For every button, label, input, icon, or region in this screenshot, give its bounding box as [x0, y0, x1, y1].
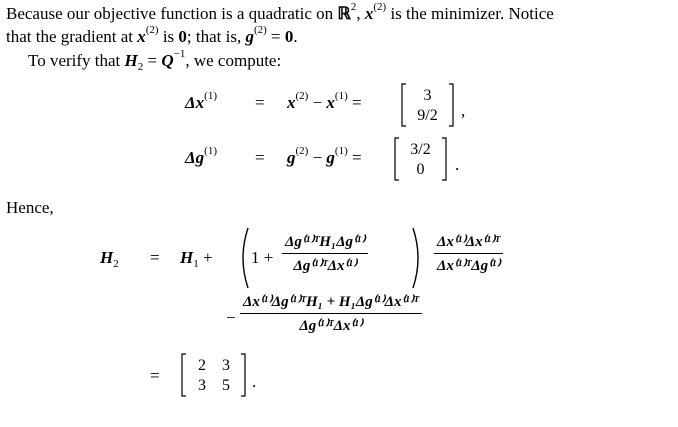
paragraph-verify: [28, 48, 282, 74]
vector-x: x: [326, 93, 335, 112]
minus-sign: −: [226, 308, 236, 327]
subscript: 1: [193, 258, 199, 271]
superscript: (2): [145, 24, 159, 37]
hence-text: Hence,: [6, 198, 54, 217]
eq-delta-x-equals: =: [255, 93, 265, 112]
text: ,: [356, 4, 365, 23]
one-plus: 1 +: [251, 248, 274, 267]
left-paren: [236, 226, 250, 290]
trailing-period: .: [455, 155, 460, 174]
paragraph-line-1: [6, 1, 554, 24]
matrix-entry: 2: [198, 357, 206, 374]
trailing-period: .: [252, 372, 257, 391]
superscript: (2): [253, 24, 267, 37]
eq-delta-g-rhs: [287, 145, 362, 168]
fraction-denominator: Δg⁽¹⁾ᵀΔx⁽¹⁾: [293, 258, 357, 274]
vector-g: g: [326, 148, 335, 167]
eq-H2-equals-2: =: [150, 366, 160, 385]
superscript: (2): [295, 145, 309, 158]
eq-delta-g-equals: =: [255, 148, 265, 167]
vector-g: g: [245, 27, 254, 46]
vector-x: x: [364, 4, 374, 23]
fraction-2: [434, 232, 503, 275]
vector-g: g: [287, 148, 296, 167]
matrix-entry: 3: [222, 357, 230, 374]
text: To verify that: [28, 51, 125, 70]
lhs: Δg: [185, 148, 205, 167]
text: Because our objective function is a quadratic on: [6, 4, 338, 23]
zero-vector: 0: [284, 27, 294, 46]
eq-delta-g-lhs: [185, 145, 217, 168]
right-paren: [411, 226, 425, 290]
superscript: (1): [334, 145, 348, 158]
zero-vector: 0: [178, 27, 187, 46]
vector-x: x: [137, 27, 146, 46]
equals: =: [143, 51, 162, 70]
fraction-3: [240, 292, 422, 335]
superscript: (1): [334, 90, 348, 103]
vector-entry: 9/2: [417, 107, 438, 124]
eq-delta-x-rhs: [287, 90, 362, 113]
eq-delta-x-lhs: [185, 90, 217, 113]
subscript: 2: [113, 258, 119, 271]
vector-delta-x: [400, 82, 460, 128]
superscript: 2: [350, 1, 357, 14]
vector-delta-g: [393, 136, 453, 182]
eq-H2-H1: [180, 248, 213, 271]
vector-x: x: [287, 93, 296, 112]
eq-H2-lhs: [100, 248, 119, 271]
fraction-denominator: Δx⁽¹⁾ᵀΔg⁽¹⁾: [437, 258, 500, 274]
superscript: (2): [295, 90, 309, 103]
fraction-1: [282, 232, 368, 275]
matrix-entry: 3: [198, 377, 206, 394]
equals: =: [347, 93, 362, 112]
matrix-H: H: [100, 248, 114, 267]
subscript: 2: [137, 61, 144, 74]
text: that the gradient at: [6, 27, 138, 46]
minus: −: [308, 148, 327, 167]
text: ; that is,: [186, 27, 246, 46]
fraction-denominator: Δg⁽¹⁾ᵀΔx⁽¹⁾: [299, 318, 363, 334]
text: is the minimizer. Notice: [386, 4, 554, 23]
matrix-H: H: [124, 51, 138, 70]
fraction-numerator: Δx⁽¹⁾Δx⁽¹⁾ᵀ: [434, 232, 503, 254]
result-matrix: [180, 352, 250, 398]
equals: =: [347, 148, 362, 167]
fraction-numerator: Δg⁽¹⁾ᵀH₁Δg⁽¹⁾: [282, 232, 368, 254]
matrix-H1: H: [180, 248, 194, 267]
vector-entry: 3/2: [410, 141, 431, 158]
trailing-comma: ,: [461, 101, 466, 120]
vector-entry: 3: [423, 87, 432, 104]
paragraph-line-2: [6, 24, 298, 47]
eq-H2-equals: =: [150, 248, 160, 267]
superscript: (1): [204, 145, 217, 158]
text: is: [158, 27, 179, 46]
minus: −: [308, 93, 327, 112]
matrix-Q: Q: [161, 51, 174, 70]
equals: =: [266, 27, 285, 46]
text: .: [293, 27, 298, 46]
matrix-entry: 5: [222, 377, 230, 394]
superscript: −1: [173, 48, 186, 61]
fraction-numerator: Δx⁽¹⁾Δg⁽¹⁾ᵀH₁ + H₁Δg⁽¹⁾Δx⁽¹⁾ᵀ: [240, 292, 422, 314]
real-numbers-symbol: ℝ: [337, 4, 351, 23]
plus: +: [198, 248, 213, 267]
lhs: Δx: [185, 93, 205, 112]
vector-entry: 0: [416, 161, 425, 178]
superscript: (1): [204, 90, 217, 103]
text: , we compute:: [185, 51, 282, 70]
superscript: (2): [373, 1, 387, 14]
